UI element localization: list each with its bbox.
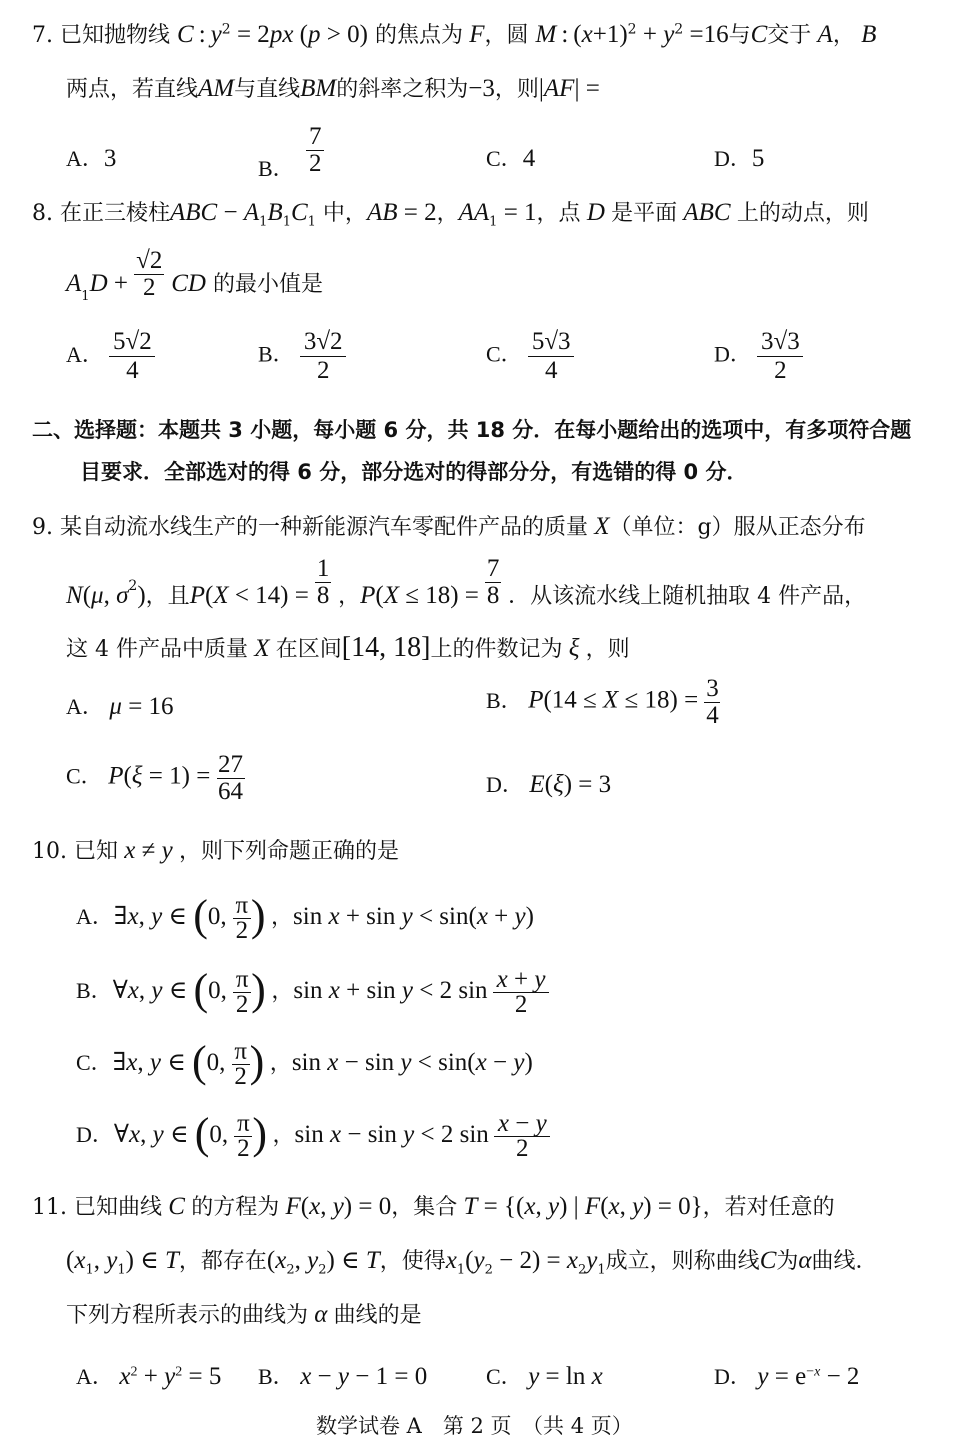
q11-option-c[interactable]: C． y = ln x (486, 1363, 603, 1390)
q9-option-d[interactable]: D． E(ξ) = 3 (486, 771, 612, 798)
q8-option-c[interactable]: C． $\frac{5√3}{4}$ (486, 328, 574, 385)
q10-option-a[interactable]: A．∃x, y ∈ (0, $\frac{\pi}{2}$ ) ，sin x + sin y < sin(x + y) (76, 891, 534, 945)
q7-option-c[interactable]: C．4 (486, 145, 536, 172)
section2-line1: 二、选择题：本题共 3 小题，每小题 6 分，共 18 分．在每小题给出的选项中，有多项符合题 (32, 418, 912, 442)
q10-option-c[interactable]: C．∃x, y ∈ (0, $\frac{\pi}{2}$ ) ，sin x − sin y < sin(x − y) (76, 1037, 533, 1091)
q9-option-c[interactable]: C． P(ξ = 1) = $\frac{27}{64}$ (66, 751, 244, 805)
q8-option-a[interactable]: A． $\frac{5√2}{4}$ (66, 328, 155, 385)
q7-option-a[interactable]: A．3 (66, 145, 117, 172)
q7-line1: 7. 已知抛物线 C : $y^2 = 2px$ (p > 0) 的焦点为 F，圆 M : $(x+1)^2 + y^2 =16$与C交于 A， B (32, 21, 877, 48)
q9-line1: 9. 某自动流水线生产的一种新能源汽车零配件产品的质量 X（单位：g）服从正态分布 (32, 513, 866, 540)
q11-option-b[interactable]: B． x − y − 1 = 0 (258, 1363, 428, 1390)
q11-line1: 11. 已知曲线 C 的方程为 F(x, y) = 0，集合 T = {(x, y) | F(x, y) = 0}，若对任意的 (32, 1193, 835, 1220)
q10-option-d[interactable]: D．∀x, y ∈ (0, $\frac{\pi}{2}$ ) ，sin x − sin y < 2 sin $\frac{x - y}{2}$ (76, 1102, 550, 1161)
q11-line2: ($x_1$, $y_1$) ∈ T，都存在($x_2$, $y_2$) ∈ T，使得$x_1(y_2 - 2) = x_2y_1$成立，则称曲线C为α曲线． (66, 1247, 878, 1278)
q7-math-parabola: C (177, 21, 194, 48)
q9-line2: N(μ, $\sigma^2$)，且P(X < 14) = $\frac{1}{8}$ ，P(X ≤ 18) = $\frac{7}{8}$ ．从该流水线上随机抽取 4 件产品， (66, 555, 867, 609)
q7-option-d[interactable]: D．5 (714, 145, 765, 172)
page-footer: 数学试卷 A 第 2 页 （共 4 页） (316, 1414, 633, 1438)
q11-option-a[interactable]: A． $x^2 + y^2 = 5$ (76, 1363, 222, 1390)
q9-option-a[interactable]: A． μ = 16 (66, 693, 174, 720)
q7-text-1: 已知抛物线 (60, 23, 171, 48)
q8-line2: $A_1D$ + $\frac{√2}{2}$ CD 的最小值是 (66, 247, 323, 304)
q7-option-b[interactable]: B． $\frac{7}{2}$ (258, 124, 324, 177)
q10-line1: 10. 已知 x ≠ y ，则下列命题正确的是 (32, 837, 399, 864)
q7-line2: 两点，若直线AM与直线BM的斜率之积为−3，则|AF| = (66, 75, 600, 102)
section2-line2: 目要求．全部选对的得 6 分，部分选对的得部分分，有选错的得 0 分． (80, 460, 748, 484)
q7-number: 7. (32, 23, 53, 48)
q7-line1-text (0, 0, 1, 1)
q11-line3: 下列方程所表示的曲线为 α 曲线的是 (66, 1301, 422, 1328)
q9-line3: 这 4 件产品中质量 X 在区间[14, 18]上的件数记为 ξ ，则 (66, 632, 630, 663)
q10-option-b[interactable]: B．∀x, y ∈ (0, $\frac{\pi}{2}$ ) ，sin x + sin y < 2 sin $\frac{x + y}{2}$ (76, 958, 549, 1017)
q9-option-b[interactable]: B． P(14 ≤ X ≤ 18) = $\frac{3}{4}$ (486, 675, 719, 729)
q7-math-circle: M (535, 21, 557, 48)
q8-line1: 8. 在正三棱柱ABC − $A_1B_1C_1$ 中，AB = 2，$AA_1 = 1$，点 D 是平面 ABC 上的动点，则 (32, 199, 869, 230)
q11-option-d[interactable]: D． $y = e^{-x} - 2$ (714, 1363, 860, 1390)
q8-option-b[interactable]: B． $\frac{3√2}{2}$ (258, 328, 346, 385)
q8-option-d[interactable]: D． $\frac{3√3}{2}$ (714, 328, 803, 385)
